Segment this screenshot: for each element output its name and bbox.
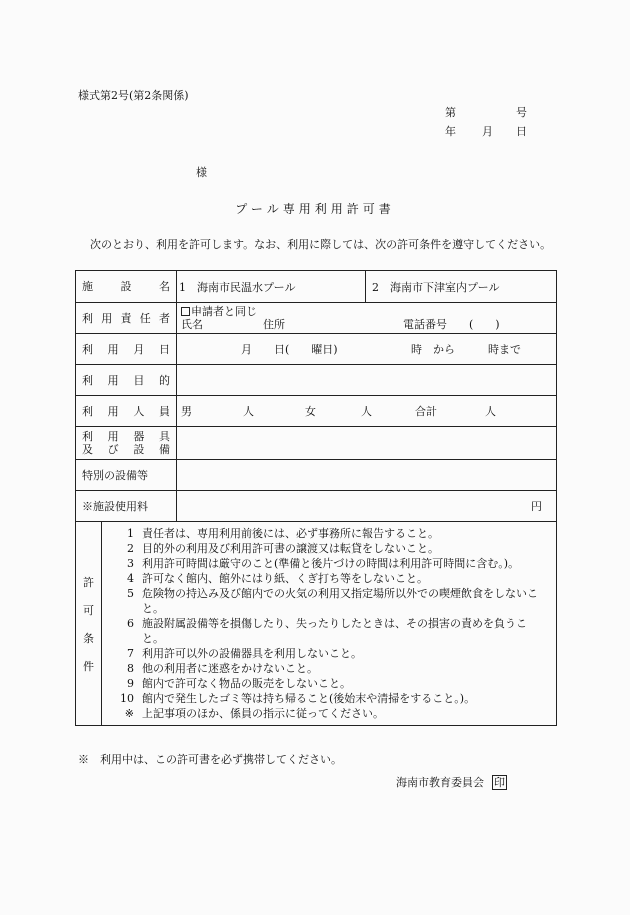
fee-field[interactable] <box>177 491 557 522</box>
date-label-text: 利用月日 <box>82 342 170 356</box>
equipment-label-line2: 及び設備 <box>82 443 170 456</box>
checkbox-icon[interactable] <box>181 307 190 316</box>
date-label <box>76 334 177 365</box>
purpose-label <box>76 365 177 396</box>
purpose-field[interactable] <box>177 365 557 396</box>
conditions-label-char: 条 <box>83 631 94 645</box>
form-number: 様式第2号(第2条関係) <box>78 89 189 102</box>
condition-item: 9 館内で許可なく物品の販売をしないこと。 <box>127 677 351 690</box>
date-day: 日 <box>516 125 527 138</box>
special-row <box>76 460 557 491</box>
purpose-row <box>76 365 557 396</box>
facility-option-1[interactable]: 1 海南市民温水プール <box>173 271 366 302</box>
number-suffix: 号 <box>516 106 527 119</box>
phone-field-label: 電話番号 ( ) <box>403 318 500 331</box>
condition-item: 4 許可なく館内、館外にはり紙、くぎ打ち等をしないこと。 <box>127 572 428 585</box>
date-year: 年 <box>445 125 456 138</box>
special-label <box>76 460 177 491</box>
condition-item: 6 施設附属設備等を損傷したり、失ったりしたときは、その損害の責めを負うこと。 <box>127 617 527 645</box>
conditions-list <box>102 522 557 725</box>
people-label <box>76 396 177 427</box>
address-field-label: 住所 <box>263 318 285 331</box>
conditions-label-char: 可 <box>83 603 94 617</box>
condition-item: 10 館内で発生したゴミ等は持ち帰ること(後始末や清掃をすること。)。 <box>120 692 476 705</box>
name-field-label: 氏名 <box>181 318 203 331</box>
purpose-label-text: 利用目的 <box>82 373 170 387</box>
special-field[interactable] <box>177 460 557 491</box>
condition-item: ※ 上記事項のほか、係員の指示に従ってください。 <box>124 707 384 720</box>
condition-item: 1 責任者は、専用利用前後には、必ず事務所に報告すること。 <box>127 527 439 540</box>
date-time-range[interactable]: 時 から 時まで <box>411 343 521 356</box>
condition-item: 2 目的外の利用及び利用許可書の譲渡又は転貸をしないこと。 <box>127 542 439 555</box>
date-row <box>76 334 557 365</box>
male-label: 男 <box>181 405 192 418</box>
conditions-label <box>76 522 102 725</box>
people-label-text: 利用人員 <box>82 404 170 418</box>
responsible-label <box>76 303 177 334</box>
conditions-label-char: 件 <box>83 659 94 673</box>
facility-label <box>76 271 177 303</box>
date-month-day[interactable]: 月 日( 曜日) <box>241 343 338 356</box>
female-unit: 人 <box>361 405 372 418</box>
fee-row <box>76 491 557 522</box>
number-prefix: 第 <box>445 106 456 119</box>
condition-item: 3 利用許可時間は厳守のこと(準備と後片づけの時間は利用許可時間に含む。)。 <box>127 557 520 570</box>
seal-mark: 印 <box>494 776 505 789</box>
total-label: 合計 <box>415 405 437 418</box>
condition-item: 8 他の利用者に迷惑をかけないこと。 <box>127 662 318 675</box>
responsible-label-text: 利用責任者 <box>82 311 170 325</box>
equipment-row <box>76 427 557 460</box>
fee-unit: 円 <box>531 500 542 513</box>
same-as-applicant-label: 申請者と同じ <box>191 305 257 318</box>
conditions-label-char: 許 <box>83 575 94 589</box>
equipment-label <box>76 427 177 460</box>
date-month: 月 <box>482 125 493 138</box>
addressee-suffix: 様 <box>196 166 207 179</box>
document-title: プール専用利用許可書 <box>235 202 395 216</box>
total-unit: 人 <box>485 405 496 418</box>
fee-label-text: ※施設使用料 <box>82 499 148 513</box>
carry-permit-note: ※ 利用中は、この許可書を必ず携帯してください。 <box>78 753 342 766</box>
female-label: 女 <box>305 405 316 418</box>
condition-item: 7 利用許可以外の設備器具を利用しないこと。 <box>127 647 362 660</box>
facility-label-text: 施設名 <box>82 280 170 293</box>
intro-text: 次のとおり、利用を許可します。なお、利用に際しては、次の許可条件を遵守してください。 <box>90 238 552 251</box>
permit-form-table <box>75 270 557 726</box>
condition-item: 5 危険物の持込み及び館内での火気の利用又指定場所以外での喫煙飲食をしないこと。 <box>127 587 538 615</box>
equipment-label-line1: 利用器具 <box>82 430 170 443</box>
conditions-row <box>76 522 557 726</box>
issuer <box>396 774 507 790</box>
issuer-name: 海南市教育委員会 <box>396 776 484 789</box>
facility-row <box>76 271 557 303</box>
people-row <box>76 396 557 427</box>
special-label-text: 特別の設備等 <box>82 468 148 482</box>
same-as-applicant-option[interactable] <box>181 305 552 318</box>
facility-option-2[interactable]: 2 海南市下津室内プール <box>372 280 500 294</box>
male-unit: 人 <box>243 405 254 418</box>
responsible-row <box>76 303 557 334</box>
equipment-field[interactable] <box>177 427 557 460</box>
fee-label <box>76 491 177 522</box>
